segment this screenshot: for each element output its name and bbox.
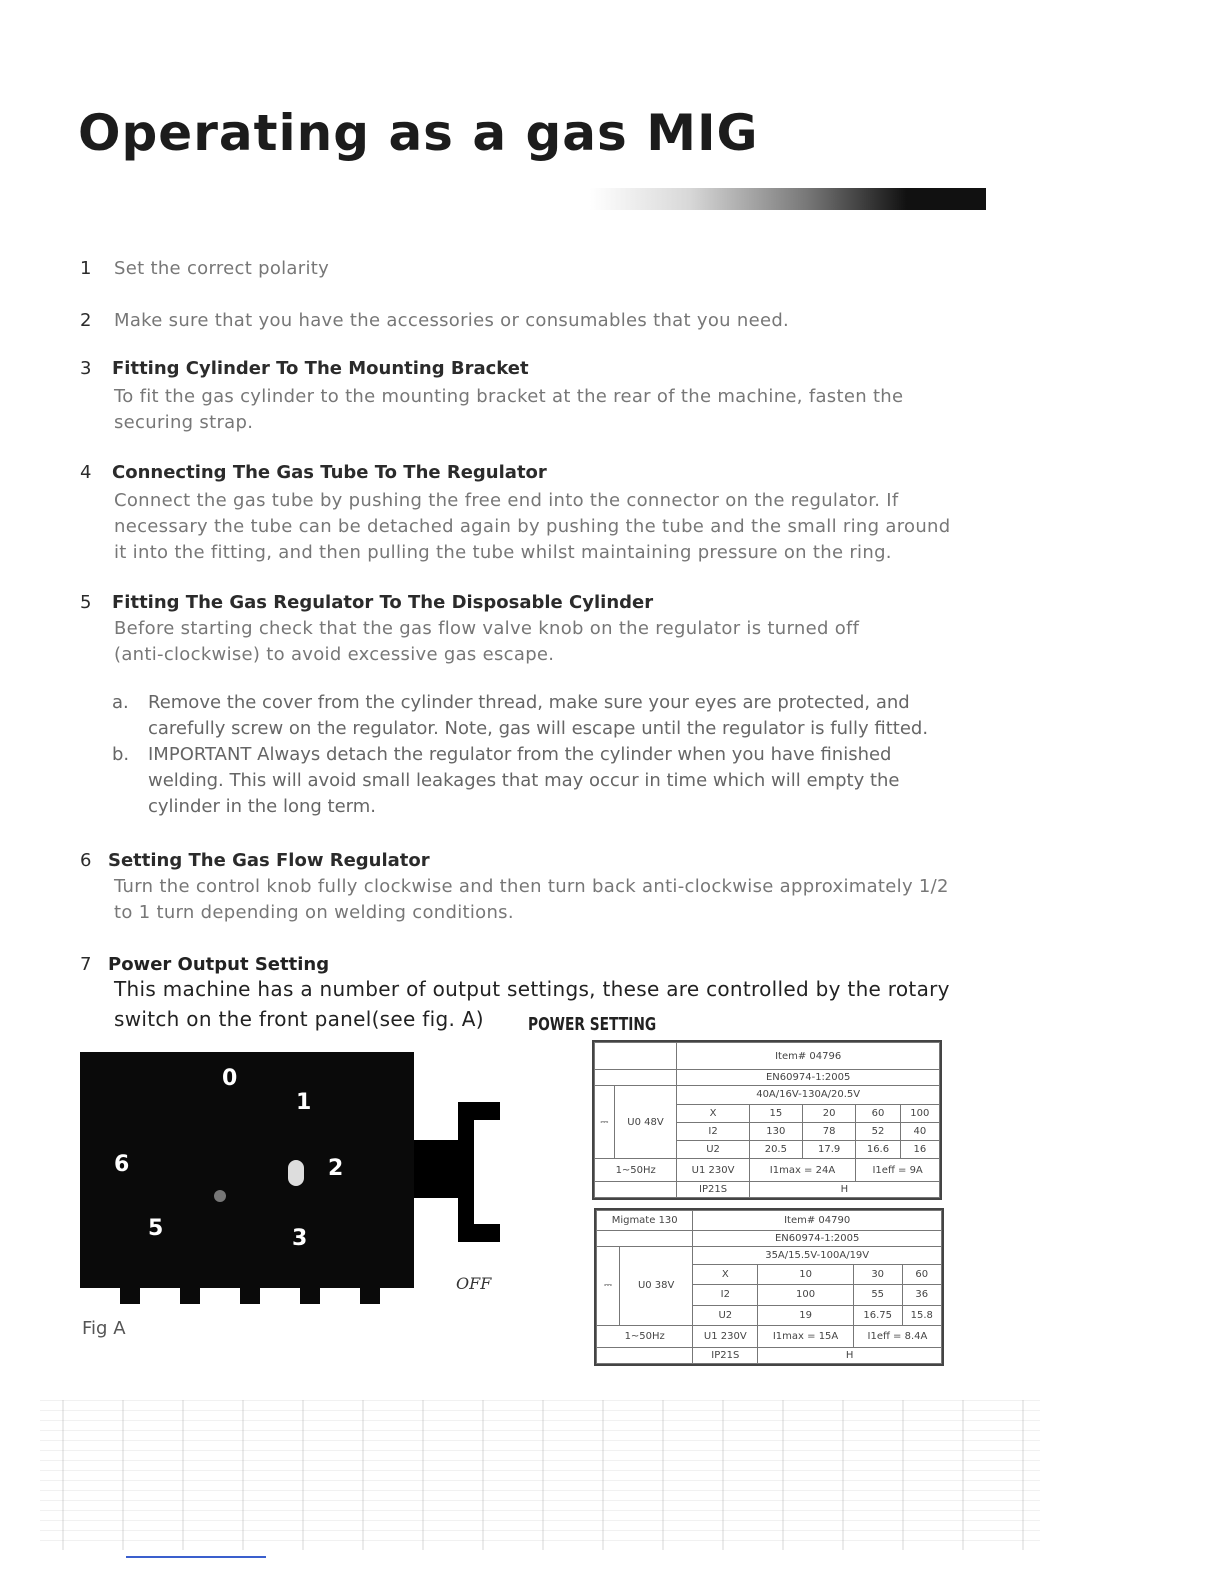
step-text: Make sure that you have the accessories or consumables that you need. (114, 310, 790, 331)
step-number: 1 (80, 258, 92, 279)
step-text-line: Connect the gas tube by pushing the free end into the connector on the regulator. If (114, 490, 899, 511)
dial-number: 2 (328, 1156, 344, 1181)
rating-plate-2: Migmate 130 Item# 04790 EN60974-1:2005 ⎓ U0 38V 35A/15.5V-100A/19V X 10 30 60 I2 100 55 36 U2 19 16.75 15.8 1~50Hz U1 230V I1max = 15A I1eff = 8.4A IP21S H (594, 1208, 944, 1366)
dial-number: 6 (114, 1152, 130, 1177)
knob-pointer-icon (288, 1160, 304, 1186)
step-heading: Fitting The Gas Regulator To The Disposable Cylinder (112, 592, 654, 613)
subitem-line: carefully screw on the regulator. Note, gas will escape until the regulator is fully fitted. (148, 718, 929, 739)
subitem-marker: a. (112, 692, 129, 713)
step-number: 3 (80, 358, 92, 379)
step-heading: Fitting Cylinder To The Mounting Bracket (112, 358, 529, 379)
step-text-line: This machine has a number of output settings, these are controlled by the rotary (114, 977, 950, 1001)
step-number: 2 (80, 310, 92, 331)
step-text-line: to 1 turn depending on welding conditions. (114, 902, 514, 923)
step-text-line: switch on the front panel(see fig. A) (114, 1007, 484, 1031)
plate-rating: 40A/16V-130A/20.5V (677, 1086, 940, 1104)
step-text-line: To fit the gas cylinder to the mounting bracket at the rear of the machine, fasten the (114, 386, 904, 407)
plate-brand (595, 1043, 677, 1070)
plate-standard: EN60974-1:2005 (693, 1231, 942, 1247)
dial-number: 5 (148, 1216, 164, 1241)
step-number: 6 (80, 850, 92, 871)
power-setting-label: POWER SETTING (528, 1014, 657, 1035)
step-text-line: (anti-clockwise) to avoid excessive gas escape. (114, 644, 555, 665)
rating-plate-1: Item# 04796 EN60974-1:2005 ⎓ U0 48V 40A/16V-130A/20.5V X 15 20 60 100 I2 130 78 52 40 U2 20.5 17.9 16.6 16 1~50Hz U1 230V I1max = 24A I1eff = 9A IP21S H (592, 1040, 942, 1200)
page-title: Operating as a gas MIG (78, 104, 759, 162)
plate-item: Item# 04796 (677, 1043, 940, 1070)
step-number: 7 (80, 954, 92, 975)
step-text-line: necessary the tube can be detached again by pushing the tube and the small ring around (114, 516, 951, 537)
dial-number: 3 (292, 1226, 308, 1251)
scan-noise (40, 1400, 1040, 1550)
dial-number: 1 (296, 1090, 312, 1115)
dial-number: 0 (222, 1066, 238, 1091)
step-text: Set the correct polarity (114, 258, 330, 279)
subitem-line: IMPORTANT Always detach the regulator from the cylinder when you have finished (148, 744, 892, 765)
plate-item: Item# 04790 (693, 1211, 942, 1231)
step-text-line: securing strap. (114, 412, 254, 433)
figure-caption: Fig A (82, 1318, 126, 1339)
step-text-line: Turn the control knob fully clockwise and then turn back anti-clockwise approximately 1/2 (114, 876, 949, 897)
plate-standard: EN60974-1:2005 (677, 1070, 940, 1086)
knob-center-icon (214, 1190, 226, 1202)
bracket-bottom (458, 1224, 500, 1242)
bracket-side (458, 1102, 474, 1242)
subitem-line: cylinder in the long term. (148, 796, 377, 817)
subitem-line: Remove the cover from the cylinder thread, make sure your eyes are protected, and (148, 692, 910, 713)
step-heading: Power Output Setting (108, 954, 330, 975)
rotary-switch-photo (80, 1052, 414, 1304)
step-text-line: Before starting check that the gas flow valve knob on the regulator is turned off (114, 618, 860, 639)
step-text-line: it into the fitting, and then pulling the tube whilst maintaining pressure on the ring. (114, 542, 892, 563)
step-heading: Setting The Gas Flow Regulator (108, 850, 430, 871)
step-number: 5 (80, 592, 92, 613)
plate-rating: 35A/15.5V-100A/19V (693, 1247, 942, 1265)
plate-brand: Migmate 130 (597, 1211, 693, 1231)
plate-symbol-icon: ⎓ (595, 1086, 615, 1159)
panel-strip (80, 1288, 414, 1304)
bracket-join (414, 1140, 460, 1198)
plate-u0: U0 38V (619, 1247, 692, 1326)
step-heading: Connecting The Gas Tube To The Regulator (112, 462, 547, 483)
subitem-line: welding. This will avoid small leakages that may occur in time which will empty the (148, 770, 900, 791)
rotary-switch-photo-edge (414, 1052, 500, 1304)
plate-supply: 1~50Hz (595, 1159, 677, 1182)
subitem-marker: b. (112, 744, 130, 765)
title-rule (590, 188, 986, 210)
plate-symbol-icon: ⎓ (597, 1247, 620, 1326)
footer-underline (126, 1556, 266, 1558)
photo-side-text: OFF (456, 1274, 492, 1293)
plate-supply: 1~50Hz (597, 1325, 693, 1348)
step-number: 4 (80, 462, 92, 483)
plate-u0: U0 48V (614, 1086, 677, 1159)
